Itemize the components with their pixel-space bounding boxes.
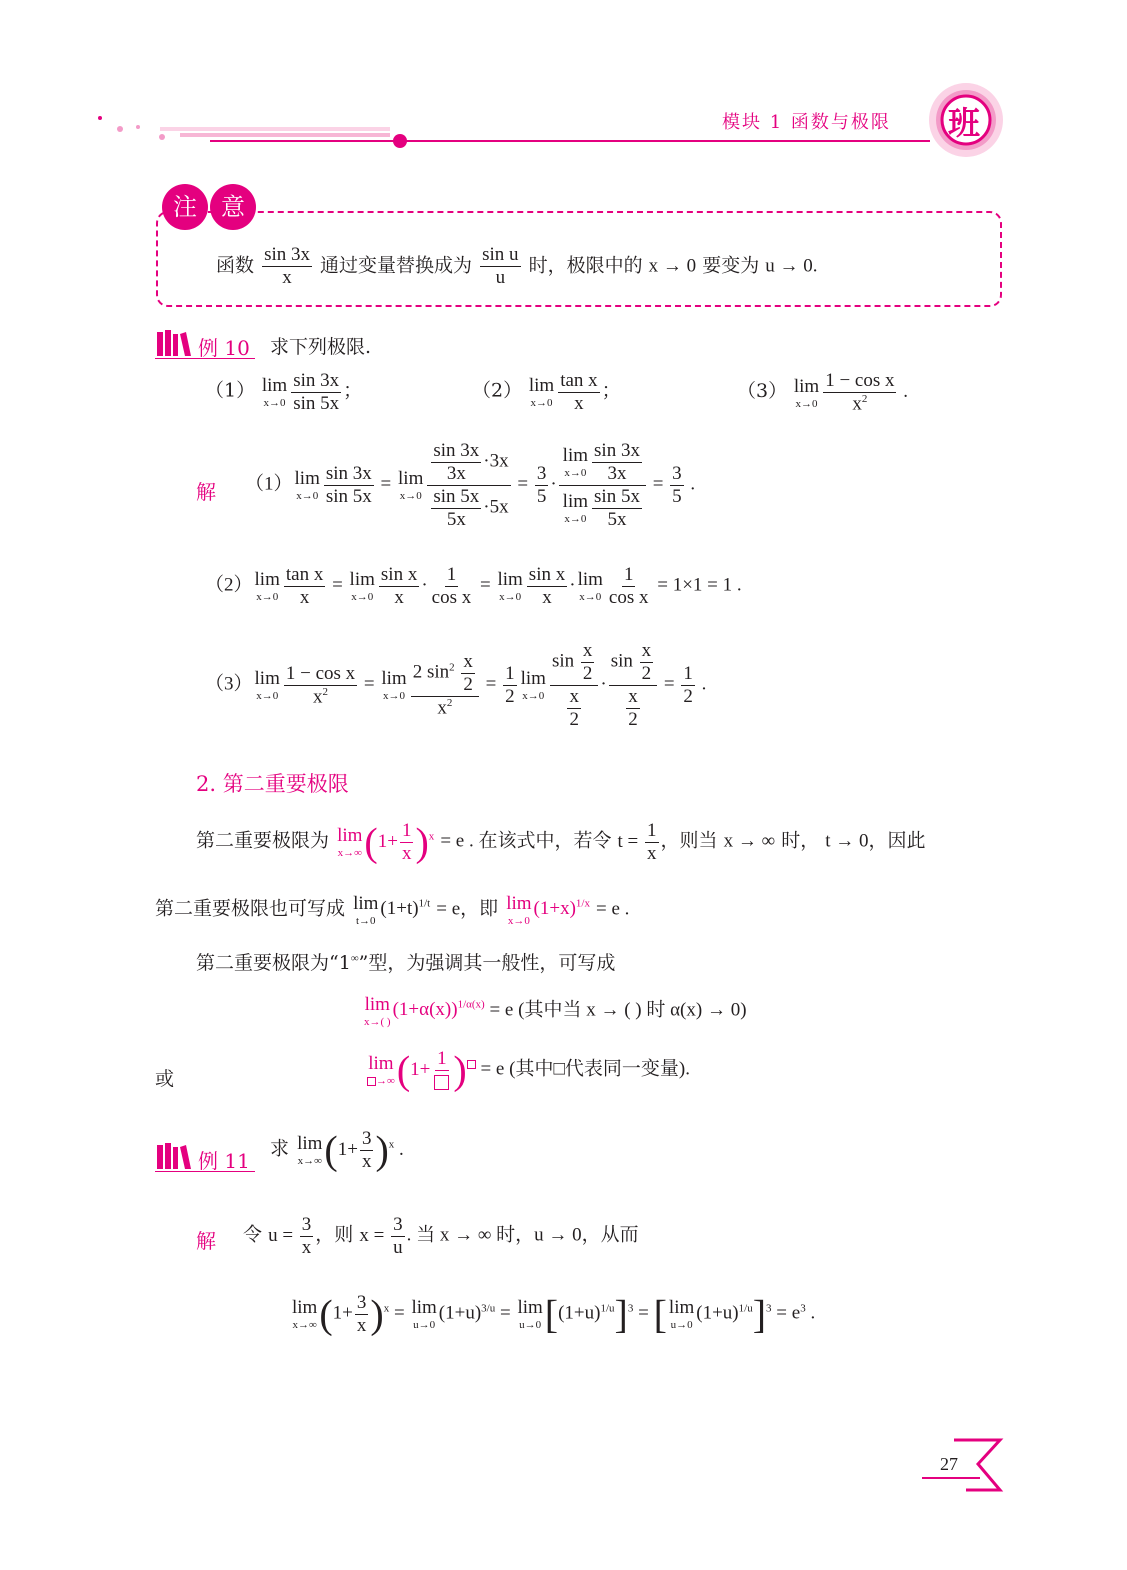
para1-e: ，因此 bbox=[868, 829, 926, 852]
ex10-underline bbox=[155, 358, 255, 359]
note-frac1-num: sin 3x bbox=[264, 244, 310, 265]
para3-a: 第二重要极限为“1 bbox=[196, 952, 351, 974]
ex11-final: = e bbox=[776, 1302, 801, 1324]
note-badge bbox=[162, 184, 256, 230]
ex10-books-icon bbox=[155, 328, 191, 362]
note-frac2-den: u bbox=[495, 266, 506, 288]
para1-b: = e . 在该式中，若令 bbox=[440, 830, 612, 852]
page-number-decoration bbox=[922, 1438, 1004, 1498]
section2-title: 2. 第二重要极限 bbox=[196, 772, 349, 796]
ex11-sol-a: 令 bbox=[243, 1223, 263, 1246]
formula2-tail: = e (其中□代表同一变量). bbox=[480, 1058, 690, 1080]
ex11-underline bbox=[155, 1171, 255, 1172]
note-text bbox=[216, 244, 818, 289]
formula-general-2: lim →∞ (1+ 1 ) = e (其中□代表同一变量). bbox=[368, 1047, 690, 1093]
section2-para2: 第二重要极限也可写成 lim t→0 $(1+t)^{1/t} = e$，即 lim x→0 $(1+x)^{1/x} = e$ . bbox=[155, 893, 630, 927]
header-logo-text: 班 bbox=[948, 104, 981, 142]
header-title: 模块 1 函数与极限 bbox=[722, 112, 891, 133]
ex10-label: 例 10 bbox=[198, 336, 250, 360]
note-cond1: x → 0 bbox=[648, 255, 697, 277]
ex10-problem-2: （2） lim x→0 $\frac{\text{tan x}}{x}$ ； bbox=[472, 370, 621, 414]
page-corner-icon bbox=[922, 1438, 1004, 1494]
note-frac2 bbox=[480, 244, 520, 289]
section2-para1: 第二重要极限为 lim x→∞ (1+ $\frac{1}{x}$ )$^x$ = e . 在该式中，若令 t = $\frac{1}{x}$ ，则当 x → ∞ 时， t → 0，因此 bbox=[196, 819, 926, 865]
lim-op: lim x→0 bbox=[793, 375, 820, 410]
para1-a: 第二重要极限为 bbox=[196, 829, 330, 852]
note-frac1-den: x bbox=[282, 266, 292, 288]
ex10-solution-1: （1） lim x→0 $\frac{\sin 3x}{\sin 5x}$ = lim x→0 $\frac{\sin 3x}{3x}$ ·3x $\frac{\sin 5x}{5x}$ ·5x = $\frac{3}{5}$ · lim x→0 $\frac{\sin 3x}{3x}$ lim x→0 $\frac{\sin 5x}{5x}$ = $\frac{3}{5}$ . bbox=[245, 440, 696, 530]
ex11-solution-line1: 令 u = $\frac{3}{x}$ ，则 x = $\frac{3}{u}$ . 当 x → ∞ 时，u → 0，从而 bbox=[243, 1214, 639, 1258]
ex10-p3-label: （3） bbox=[737, 379, 788, 402]
ex11-prompt-text: 求 bbox=[270, 1137, 290, 1160]
para2-b: = e，即 bbox=[436, 898, 499, 920]
note-text-c: 时，极限中的 bbox=[528, 254, 643, 277]
ex11-label: 例 11 bbox=[198, 1149, 250, 1173]
ex10-prompt: 求下列极限. bbox=[270, 336, 372, 358]
para2-c: = e . bbox=[596, 898, 630, 920]
note-text-d: 要变为 bbox=[702, 254, 760, 277]
ex11-sol-c: . 当 x → ∞ 时，u → 0，从而 bbox=[406, 1224, 639, 1246]
ex11-solution-line2: lim x→∞ (1+ $\frac{3}{x}$ )$^x$ = lim u→0 $(1+u)^{3/u}$ = lim u→0 $[(1+u)^{1/u}]^3$ = [ lim u→0 $(1+u)^{1/u}]^3 = e^3$ . bbox=[292, 1291, 816, 1337]
para1-d: 时， bbox=[781, 829, 820, 852]
ex10-p1-label: （1） bbox=[205, 379, 256, 402]
ex11-sol-b: ，则 bbox=[315, 1223, 354, 1246]
ex10-solve-label: 解 bbox=[196, 480, 216, 504]
para2-a: 第二重要极限也可写成 bbox=[155, 897, 346, 920]
ex10-solution-2: （2） lim x→0 $\frac{\text{tan x}}{x}$ = lim x→0 $\frac{\text{sin x}}{x}$ · $\frac{1}{\text{cos x}}$ = lim x→0 $\frac{\text{sin x}}{x}$ · lim x→0 $\frac{1}{\text{cos x}}$ = 1×1 = 1 . bbox=[205, 564, 742, 608]
ex11-prompt: 求 lim x→∞ (1+ $\frac{3}{x}$ )$^x$ . bbox=[270, 1127, 404, 1173]
para1-c: ，则当 bbox=[660, 829, 718, 852]
note-cond2: u → 0. bbox=[765, 255, 818, 277]
note-badge-char-1: 注 bbox=[162, 184, 208, 230]
note-frac2-num: sin u bbox=[482, 244, 519, 265]
note-text-b: 通过变量替换成为 bbox=[320, 254, 473, 277]
ex11-solve-label: 解 bbox=[196, 1229, 216, 1253]
lim-op: lim x→0 bbox=[261, 375, 288, 410]
ex11-books-icon bbox=[155, 1141, 191, 1175]
ex10-p2-label: （2） bbox=[472, 379, 523, 402]
formula1-tail: = e (其中当 x → ( ) 时 α(x) → 0) bbox=[489, 999, 747, 1021]
ex10-solution-3: （3） lim x→0 $\frac{\text{1 − cos x}}{x^2}$ = lim x→0 2 $\sin^2$ $\frac{x}{2}$ $x^2$ = $\frac{1}{2}$ lim x→0 sin $\frac{x}{2}$ $\frac{x}{2}$ · sin $\frac{x}{2}$ $\frac{x}{2}$ = $\frac{1}{2}$ . bbox=[205, 640, 707, 730]
ex10-problem-3: （3） lim x→0 $\frac{\text{1 − cos x}}{x^2}$ . bbox=[737, 370, 908, 415]
para3-b: ”型，为强调其一般性，可写成 bbox=[358, 952, 616, 974]
ex10-problem-1: （1） lim x→0 $\frac{\sin 3x}{\sin 5x}$ ； bbox=[205, 370, 363, 414]
note-badge-char-2: 意 bbox=[210, 184, 256, 230]
or-label: 或 bbox=[155, 1068, 175, 1090]
formula-general-1: lim x→( ) $(1+\alpha(x))^{1/\alpha(x)} = e$ (其中当 x → ( ) 时 α(x) → 0) bbox=[364, 994, 747, 1028]
note-frac1 bbox=[262, 244, 312, 289]
lim-op: lim x→0 bbox=[528, 375, 555, 410]
ex10-s2-end: = 1×1 = 1 . bbox=[657, 574, 742, 596]
note-text-a: 函数 bbox=[216, 254, 255, 277]
page-number: 27 bbox=[940, 1454, 958, 1474]
section2-para3: 第二重要极限为“1∞”型，为强调其一般性，可写成 bbox=[196, 952, 616, 974]
